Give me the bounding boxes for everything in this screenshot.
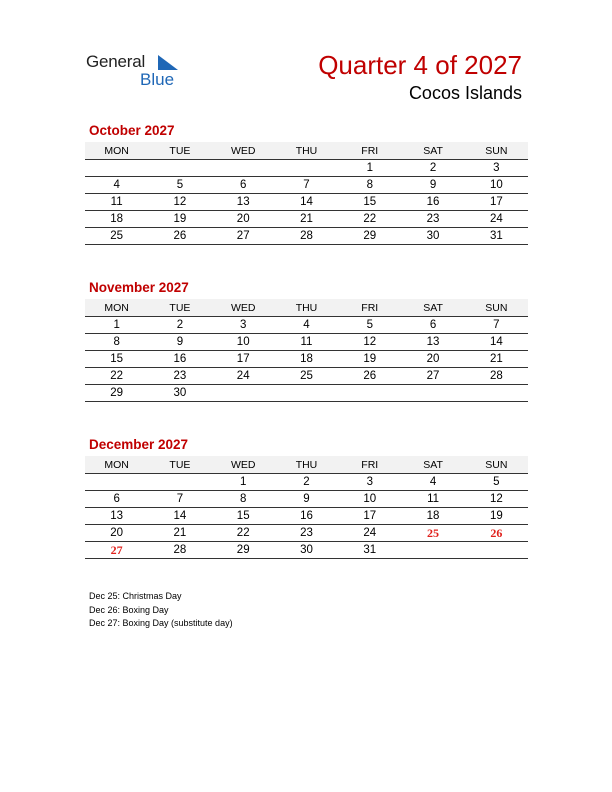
day-cell: 20: [85, 525, 148, 542]
day-cell: [148, 160, 211, 177]
day-cell: 23: [275, 525, 338, 542]
day-cell: 9: [275, 491, 338, 508]
day-cell: 16: [401, 194, 464, 211]
day-cell: 3: [338, 474, 401, 491]
day-cell: 22: [338, 211, 401, 228]
day-cell: 12: [148, 194, 211, 211]
weekday-header: THU: [275, 456, 338, 474]
day-cell: 23: [401, 211, 464, 228]
week-row: [85, 525, 528, 542]
day-cell: 11: [85, 194, 148, 211]
day-cell: 10: [465, 177, 528, 194]
week-row: [85, 177, 528, 194]
day-cell: 13: [401, 334, 464, 351]
page-title: Quarter 4 of 2027: [318, 50, 522, 80]
day-cell: [212, 160, 275, 177]
weekday-header: SAT: [401, 299, 464, 317]
calendar-table: [85, 456, 528, 559]
day-cell: 15: [338, 194, 401, 211]
weekday-header: MON: [85, 142, 148, 160]
day-cell: 3: [212, 317, 275, 334]
day-cell: [401, 385, 464, 402]
day-cell: 21: [275, 211, 338, 228]
day-cell: [85, 160, 148, 177]
day-cell: 19: [338, 351, 401, 368]
day-cell: 19: [465, 508, 528, 525]
day-cell: 29: [85, 385, 148, 402]
week-row: [85, 385, 528, 402]
day-cell: [275, 160, 338, 177]
weekday-header: FRI: [338, 142, 401, 160]
day-cell: 15: [85, 351, 148, 368]
day-cell: 7: [465, 317, 528, 334]
month-october: [85, 123, 528, 245]
day-cell: 14: [465, 334, 528, 351]
day-cell: 22: [85, 368, 148, 385]
month-name: December 2027: [89, 437, 189, 452]
weekday-header: SAT: [401, 456, 464, 474]
day-cell: 17: [338, 508, 401, 525]
day-cell: 21: [465, 351, 528, 368]
holiday-note: Dec 26: Boxing Day: [89, 604, 169, 615]
week-row: [85, 334, 528, 351]
day-cell: 27: [401, 368, 464, 385]
logo-text-general: General: [86, 52, 146, 71]
day-cell: 4: [85, 177, 148, 194]
holiday-notes: [89, 590, 233, 631]
day-cell: [401, 542, 464, 559]
day-cell: 28: [148, 542, 211, 559]
day-cell: 6: [85, 491, 148, 508]
day-cell: 6: [401, 317, 464, 334]
day-cell: 11: [401, 491, 464, 508]
day-cell: 29: [338, 228, 401, 245]
weekday-header-row: [85, 299, 528, 317]
weekday-header: SUN: [465, 142, 528, 160]
day-cell: 22: [212, 525, 275, 542]
day-cell: [85, 474, 148, 491]
day-cell: [465, 542, 528, 559]
weekday-header: SAT: [401, 142, 464, 160]
day-cell: 26: [465, 525, 528, 542]
day-cell: 4: [401, 474, 464, 491]
month-november: [85, 280, 528, 402]
week-row: [85, 228, 528, 245]
week-row: [85, 491, 528, 508]
day-cell: 18: [275, 351, 338, 368]
day-cell: [212, 385, 275, 402]
day-cell: 28: [275, 228, 338, 245]
day-cell: 1: [212, 474, 275, 491]
day-cell: 21: [148, 525, 211, 542]
day-cell: 24: [212, 368, 275, 385]
day-cell: 10: [338, 491, 401, 508]
weekday-header: FRI: [338, 299, 401, 317]
day-cell: 9: [401, 177, 464, 194]
day-cell: 6: [212, 177, 275, 194]
day-cell: 7: [148, 491, 211, 508]
day-cell: 27: [212, 228, 275, 245]
holiday-note: Dec 27: Boxing Day (substitute day): [89, 618, 233, 628]
day-cell: 18: [401, 508, 464, 525]
day-cell: 25: [85, 228, 148, 245]
week-row: [85, 508, 528, 525]
weekday-header: SUN: [465, 456, 528, 474]
day-cell: 24: [465, 211, 528, 228]
day-cell: 11: [275, 334, 338, 351]
day-cell: 2: [275, 474, 338, 491]
week-row: [85, 474, 528, 491]
day-cell: 31: [338, 542, 401, 559]
day-cell: 19: [148, 211, 211, 228]
day-cell: 7: [275, 177, 338, 194]
general-blue-logo: [86, 52, 186, 92]
day-cell: 2: [401, 160, 464, 177]
day-cell: 15: [212, 508, 275, 525]
day-cell: 26: [148, 228, 211, 245]
weekday-header: SUN: [465, 299, 528, 317]
day-cell: [338, 385, 401, 402]
day-cell: 27: [85, 542, 148, 559]
day-cell: 9: [148, 334, 211, 351]
day-cell: [148, 474, 211, 491]
week-row: [85, 211, 528, 228]
calendar-table: [85, 299, 528, 402]
day-cell: 8: [85, 334, 148, 351]
calendar-table: [85, 142, 528, 245]
day-cell: 13: [85, 508, 148, 525]
weekday-header: TUE: [148, 142, 211, 160]
weekday-header: MON: [85, 456, 148, 474]
week-row: [85, 194, 528, 211]
day-cell: 8: [338, 177, 401, 194]
day-cell: 29: [212, 542, 275, 559]
day-cell: 5: [465, 474, 528, 491]
day-cell: 12: [465, 491, 528, 508]
day-cell: 26: [338, 368, 401, 385]
day-cell: 5: [148, 177, 211, 194]
day-cell: 20: [212, 211, 275, 228]
day-cell: 25: [401, 525, 464, 542]
day-cell: 31: [465, 228, 528, 245]
day-cell: 23: [148, 368, 211, 385]
day-cell: 14: [275, 194, 338, 211]
day-cell: 1: [338, 160, 401, 177]
day-cell: 17: [465, 194, 528, 211]
week-row: [85, 542, 528, 559]
page-subtitle: Cocos Islands: [408, 83, 522, 103]
day-cell: 25: [275, 368, 338, 385]
day-cell: 4: [275, 317, 338, 334]
day-cell: 2: [148, 317, 211, 334]
day-cell: 20: [401, 351, 464, 368]
day-cell: 16: [275, 508, 338, 525]
day-cell: 30: [401, 228, 464, 245]
weekday-header: WED: [212, 142, 275, 160]
day-cell: 14: [148, 508, 211, 525]
day-cell: 30: [148, 385, 211, 402]
week-row: [85, 351, 528, 368]
day-cell: 18: [85, 211, 148, 228]
weekday-header: WED: [212, 299, 275, 317]
week-row: [85, 368, 528, 385]
day-cell: [275, 385, 338, 402]
day-cell: 5: [338, 317, 401, 334]
day-cell: 24: [338, 525, 401, 542]
day-cell: 13: [212, 194, 275, 211]
weekday-header: WED: [212, 456, 275, 474]
weekday-header: THU: [275, 299, 338, 317]
month-name: November 2027: [89, 280, 189, 295]
day-cell: 17: [212, 351, 275, 368]
month-name: October 2027: [89, 123, 175, 138]
day-cell: 1: [85, 317, 148, 334]
day-cell: 12: [338, 334, 401, 351]
logo-triangle-icon: [158, 55, 178, 70]
weekday-header: MON: [85, 299, 148, 317]
day-cell: 28: [465, 368, 528, 385]
day-cell: 30: [275, 542, 338, 559]
month-december: [85, 437, 528, 559]
week-row: [85, 317, 528, 334]
day-cell: 16: [148, 351, 211, 368]
day-cell: [465, 385, 528, 402]
logo-text-blue: Blue: [140, 70, 175, 89]
weekday-header-row: [85, 142, 528, 160]
weekday-header: THU: [275, 142, 338, 160]
weekday-header: TUE: [148, 456, 211, 474]
day-cell: 3: [465, 160, 528, 177]
holiday-note: Dec 25: Christmas Day: [89, 591, 182, 601]
weekday-header: FRI: [338, 456, 401, 474]
day-cell: 10: [212, 334, 275, 351]
week-row: [85, 160, 528, 177]
day-cell: 8: [212, 491, 275, 508]
weekday-header: TUE: [148, 299, 211, 317]
weekday-header-row: [85, 456, 528, 474]
